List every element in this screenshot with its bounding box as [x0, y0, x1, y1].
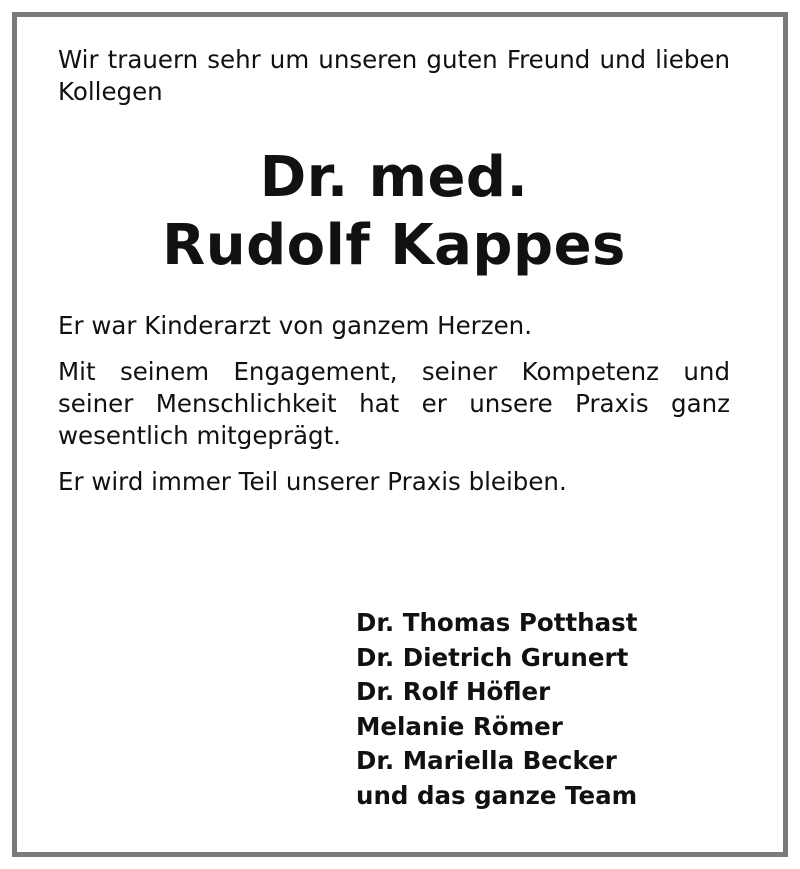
name-title-line: Dr. med.: [259, 145, 529, 210]
paragraph-remain: Er wird immer Teil unserer Praxis bleiben.: [58, 467, 567, 496]
signature-name: Dr. Dietrich Grunert: [356, 642, 629, 672]
signature-name: Dr. Rolf Höfler: [356, 677, 551, 706]
deceased-name: [58, 144, 730, 280]
signature-name: Dr. Mariella Becker: [356, 746, 617, 775]
signature-name: Dr. Thomas Potthast: [356, 608, 638, 637]
signature-team: und das ganze Team: [356, 780, 638, 810]
name-full-line: Rudolf Kappes: [162, 213, 626, 278]
paragraph-pediatrician: Er war Kinderarzt von ganzem Herzen.: [58, 311, 532, 340]
paragraph-engagement: Mit seinem Engagement, seiner Kompetenz und seiner Menschlichkeit hat er unsere Praxis ganz wesentlich mitgeprägt.: [58, 357, 730, 450]
intro-text: Wir trauern sehr um unseren guten Freund und lieben Kollegen: [58, 45, 730, 106]
signature-list: [356, 606, 637, 813]
signature-name: Melanie Römer: [356, 711, 563, 741]
notice-content: [58, 44, 730, 498]
